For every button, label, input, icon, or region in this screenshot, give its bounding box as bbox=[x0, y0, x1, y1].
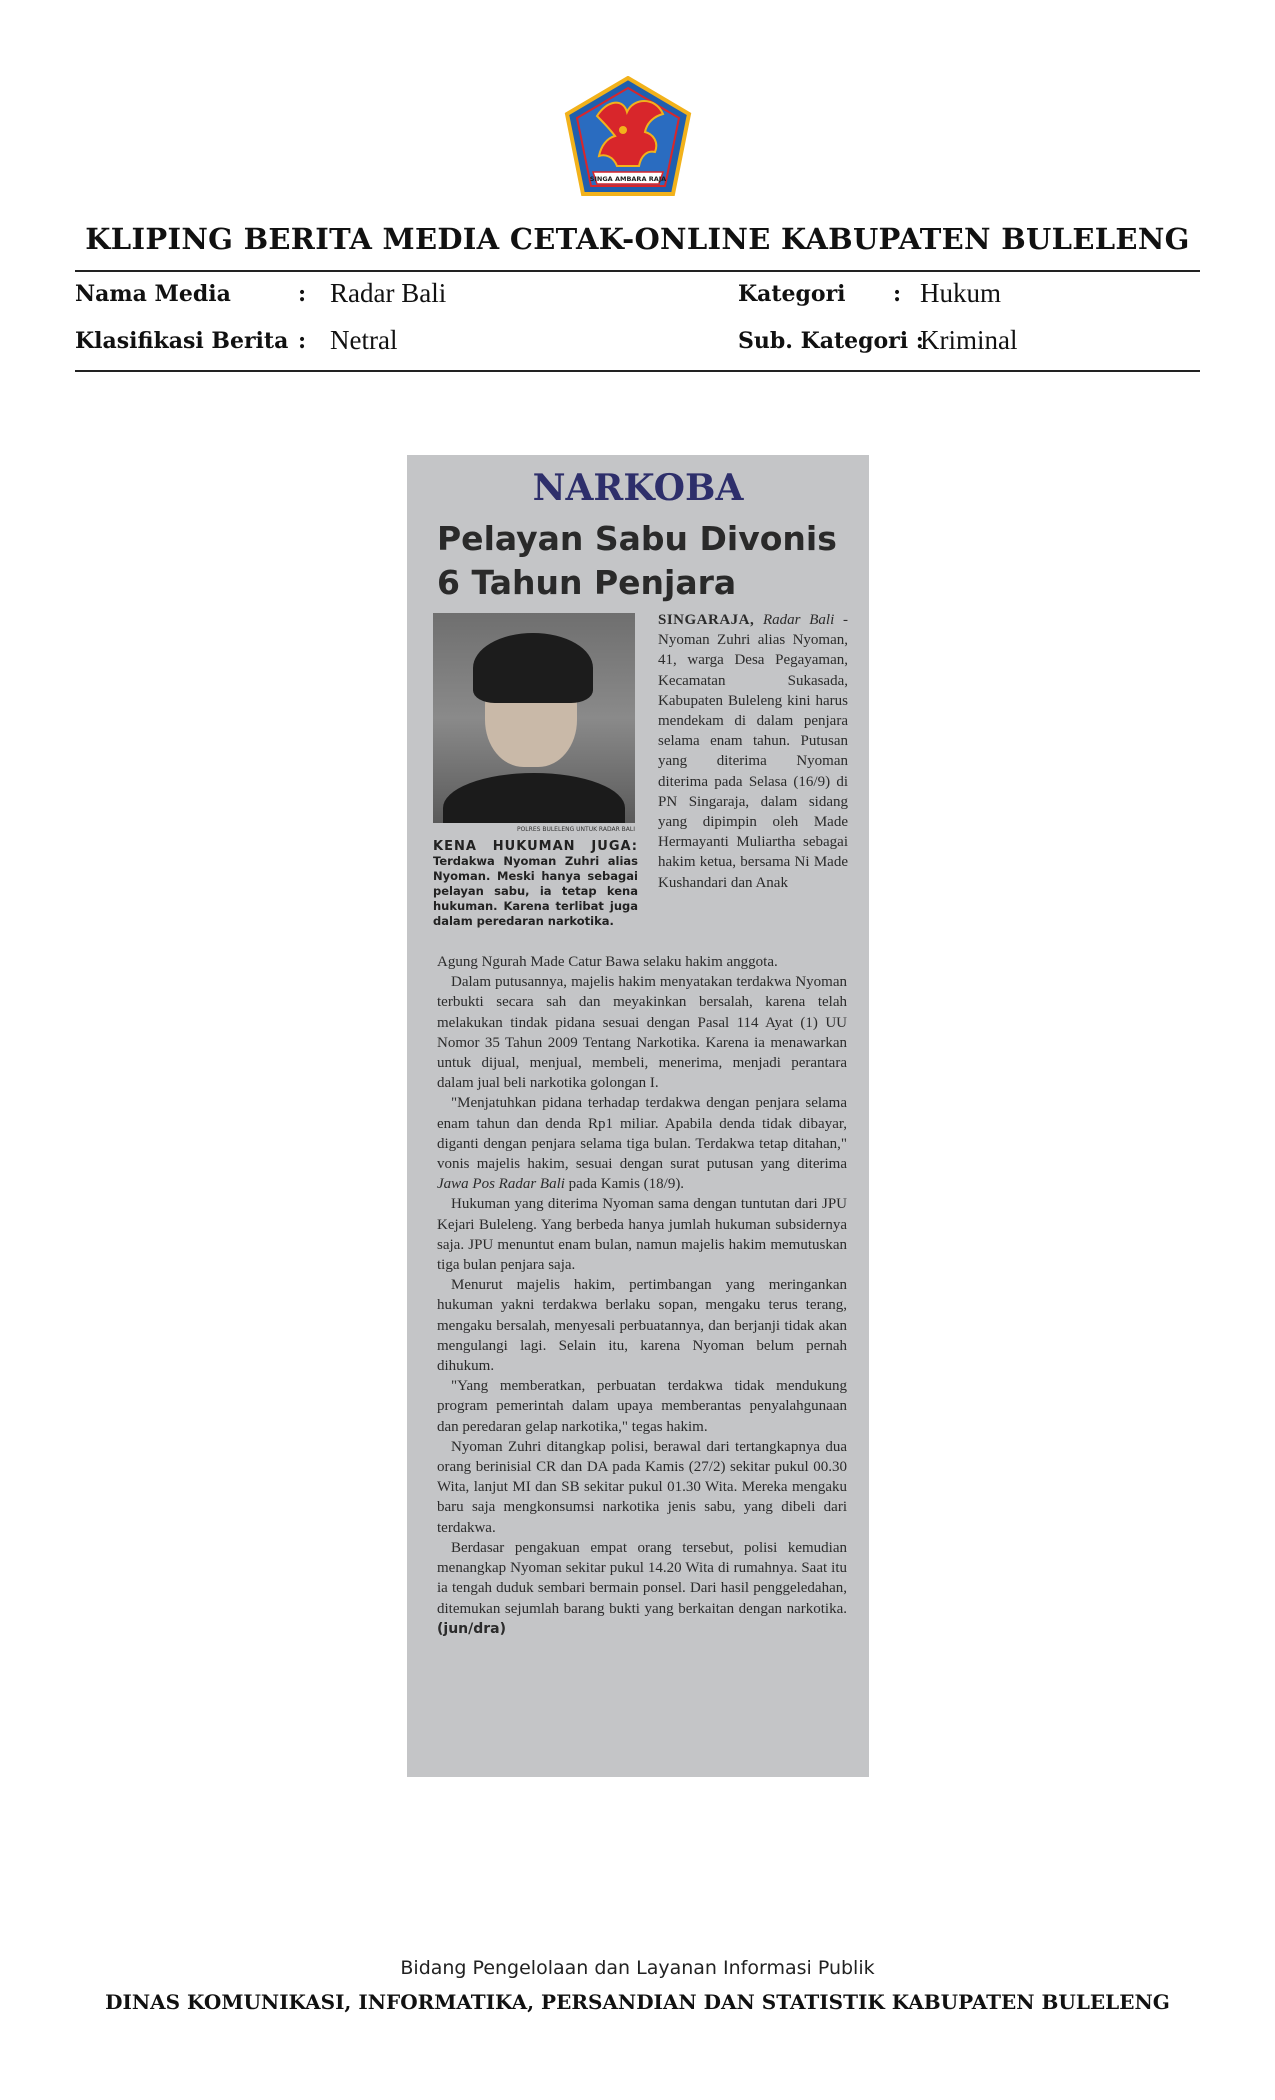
subkategori-label: Sub. Kategori : bbox=[738, 328, 924, 354]
article-lead-column bbox=[658, 610, 848, 893]
caption-head: KENA HUKUMAN JUGA: bbox=[433, 839, 638, 854]
photo-hair bbox=[473, 633, 593, 703]
article-lead: - Nyoman Zuhri alias Nyoman, 41, warga Desa Pegayaman, Kecamatan Sukasada, Kabupaten Buleleng kini harus mendekam di dalam penjara selama enam tahun. Putusan yang diterima Nyoman diterima pada Selasa (16/9) di PN Singaraja, dalam sidang yang dipimpin oleh Made Hermayanti Muliartha sebagai hakim ketua, bersama Ni Made Kushandari dan Anak bbox=[658, 612, 849, 891]
kategori-row bbox=[738, 280, 846, 308]
klasifikasi-label: Klasifikasi Berita bbox=[75, 328, 289, 354]
klasifikasi-row bbox=[75, 327, 288, 355]
article-dateline-source: Radar Bali bbox=[763, 612, 835, 628]
klasifikasi-value-wrap bbox=[330, 325, 397, 356]
article-paragraph: Dalam putusannya, majelis hakim menyatakan terdakwa Nyoman terbukti secara sah dan meyakinkan bersalah, karena telah melakukan tindak pidana sesuai dengan Pasal 114 Ayat (1) UU Nomor 35 Tahun 2009 Tentang Narkotika. Karena ia menawarkan untuk dijual, menjual, membeli, menerima, menjadi perantara dalam jual beli narkotika golongan I. bbox=[437, 974, 847, 1092]
winged-lion-crest-icon bbox=[563, 76, 693, 198]
article-lead-continued: Agung Ngurah Made Catur Bawa selaku hakim anggota. bbox=[437, 954, 778, 970]
kategori-colon: : bbox=[893, 281, 902, 307]
media-row bbox=[75, 280, 231, 308]
article-dateline: SINGARAJA, bbox=[658, 612, 755, 628]
photo-caption bbox=[433, 839, 638, 929]
subkategori-value-wrap bbox=[920, 325, 1017, 356]
subkategori-row bbox=[738, 327, 924, 355]
kategori-value: Hukum bbox=[920, 278, 1001, 308]
clipping-kicker: NARKOBA bbox=[532, 467, 744, 509]
article-paragraph: "Yang memberatkan, perbuatan terdakwa tidak mendukung program pemerintah dalam upaya memberantas penyalahgunaan dan peredaran gelap narkotika," tegas hakim. bbox=[437, 1378, 847, 1435]
footer-unit: Bidang Pengelolaan dan Layanan Informasi Publik bbox=[400, 1957, 875, 1979]
clipping-headline: Pelayan Sabu Divonis 6 Tahun Penjara bbox=[437, 519, 837, 602]
subkategori-value: Kriminal bbox=[920, 325, 1018, 355]
article-signoff: (jun/dra) bbox=[437, 1620, 507, 1637]
defendant-photo bbox=[433, 613, 635, 823]
article-paragraph: Nyoman Zuhri ditangkap polisi, berawal dari tertangkapnya dua orang berinisial CR dan DA pada Kamis (27/2) sekitar pukul 00.30 Wita, lanjut MI dan SB sekitar pukul 01.30 Wita. Mereka mengaku baru saja mengkonsumsi narkotika jenis sabu, yang dibeli dari terdakwa. bbox=[437, 1438, 847, 1536]
article-paragraph: Hukuman yang diterima Nyoman sama dengan tuntutan dari JPU Kejari Buleleng. Yang berbeda hanya jumlah hukuman subsidernya saja. JPU menuntut enam bulan, namun majelis hakim memutuskan tiga bulan penjara saja. bbox=[437, 1196, 847, 1274]
photo-shirt bbox=[443, 773, 625, 823]
document-title: KLIPING BERITA MEDIA CETAK-ONLINE KABUPATEN BULELENG bbox=[85, 222, 1190, 256]
header-divider-bottom bbox=[75, 370, 1200, 372]
media-label: Nama Media bbox=[75, 281, 231, 307]
media-colon: : bbox=[298, 281, 307, 307]
photo-credit: POLRES BULELENG UNTUK RADAR BALI bbox=[516, 826, 635, 833]
article-body bbox=[437, 952, 847, 1639]
news-clipping bbox=[407, 455, 869, 1777]
klasifikasi-value: Netral bbox=[330, 325, 398, 355]
article-paragraph: Berdasar pengakuan empat orang tersebut, polisi kemudian menangkap Nyoman sekitar pukul 14.20 Wita di rumahnya. Saat itu ia tengah duduk sembari bermain ponsel. Dari hasil penggeledahan, ditemukan sejumlah barang bukti yang berkaitan dengan narkotika. bbox=[437, 1539, 847, 1617]
kategori-label: Kategori bbox=[738, 281, 846, 307]
media-value: Radar Bali bbox=[330, 278, 447, 308]
crest-motto: SINGA AMBARA RAJA bbox=[589, 175, 667, 183]
media-value-wrap bbox=[330, 278, 446, 309]
footer-agency: DINAS KOMUNIKASI, INFORMATIKA, PERSANDIAN DAN STATISTIK KABUPATEN BULELENG bbox=[105, 1990, 1170, 2014]
kategori-value-wrap bbox=[920, 278, 1001, 309]
article-paragraph: Menurut majelis hakim, pertimbangan yang meringankan hukuman yakni terdakwa berlaku sopan, mengaku terus terang, mengaku bersalah, menyesali perbuatannya, dan berjanji tidak akan mengulangi lagi. Selain itu, karena Nyoman belum pernah dihukum. bbox=[437, 1277, 847, 1375]
article-paragraph: "Menjatuhkan pidana terhadap terdakwa dengan penjara selama enam tahun dan denda Rp1 miliar. Apabila denda tidak dibayar, diganti dengan penjara selama tiga bulan. Terdakwa tetap ditahan," vonis majelis hakim, sesuai dengan surat putusan yang diterima Jawa Pos Radar Bali pada Kamis (18/9). bbox=[437, 1095, 847, 1193]
header-divider-top bbox=[75, 270, 1200, 272]
klasifikasi-colon: : bbox=[298, 328, 307, 354]
caption-body: Terdakwa Nyoman Zuhri alias Nyoman. Meski hanya sebagai pelayan sabu, ia tetap kena hukuman. Karena terlibat juga dalam peredaran narkotika. bbox=[433, 854, 638, 928]
